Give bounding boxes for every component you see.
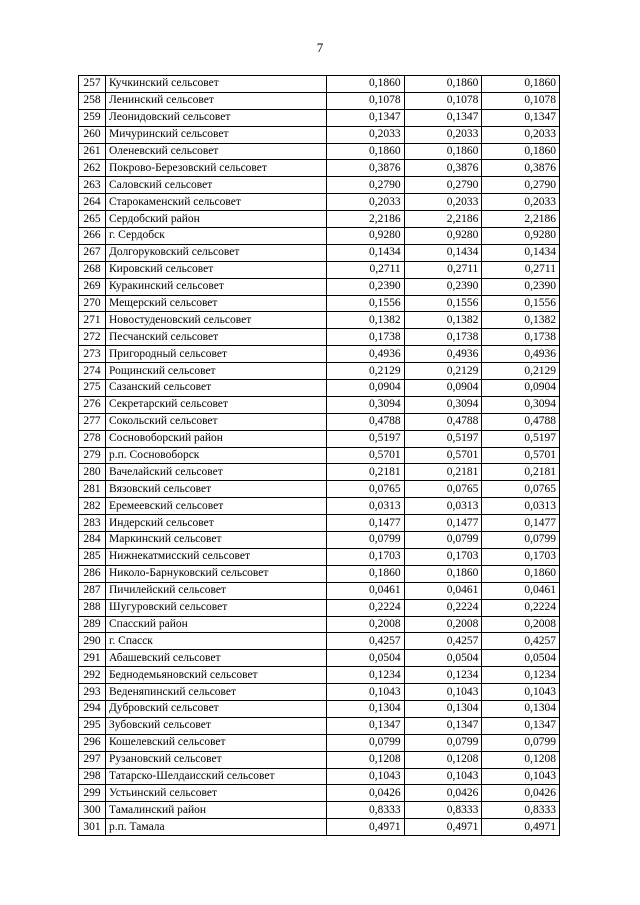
municipality-name-cell: Рощинский сельсовет [106, 363, 327, 380]
value-2-cell: 0,1703 [404, 548, 482, 565]
municipality-name-cell: Пичилейский сельсовет [106, 582, 327, 599]
value-1-cell: 0,1703 [327, 548, 405, 565]
table-row [79, 616, 560, 633]
value-1-cell: 0,0799 [327, 532, 405, 549]
municipality-name-cell: Тамалинский район [106, 802, 327, 819]
municipality-name-cell: Дубровский сельсовет [106, 700, 327, 717]
municipality-name-cell: Покрово-Березовский сельсовет [106, 160, 327, 177]
value-3-cell: 0,1382 [482, 312, 560, 329]
value-3-cell: 0,2224 [482, 599, 560, 616]
value-1-cell: 0,0504 [327, 650, 405, 667]
municipality-name-cell: Кошелевский сельсовет [106, 734, 327, 751]
municipality-name-cell: Пригородный сельсовет [106, 346, 327, 363]
page-number: 7 [316, 40, 324, 55]
row-number-cell: 281 [79, 481, 106, 498]
value-2-cell: 0,1477 [404, 515, 482, 532]
row-number-cell: 262 [79, 160, 106, 177]
value-2-cell: 0,1382 [404, 312, 482, 329]
municipality-name-cell: Татарско-Шелдаисский сельсовет [106, 768, 327, 785]
row-number-cell: 278 [79, 430, 106, 447]
value-1-cell: 0,2008 [327, 616, 405, 633]
value-3-cell: 0,1078 [482, 92, 560, 109]
value-1-cell: 0,0904 [327, 380, 405, 397]
row-number-cell: 298 [79, 768, 106, 785]
value-1-cell: 0,1304 [327, 700, 405, 717]
table-row [79, 143, 560, 160]
value-2-cell: 0,5197 [404, 430, 482, 447]
value-1-cell: 0,2129 [327, 363, 405, 380]
value-1-cell: 0,0313 [327, 498, 405, 515]
value-1-cell: 0,1860 [327, 143, 405, 160]
row-number-cell: 265 [79, 211, 106, 228]
municipality-name-cell: Сокольский сельсовет [106, 413, 327, 430]
table-row [79, 684, 560, 701]
municipality-name-cell: р.п. Тамала [106, 819, 327, 836]
value-2-cell: 0,0765 [404, 481, 482, 498]
value-1-cell: 0,2790 [327, 177, 405, 194]
table-row [79, 532, 560, 549]
value-1-cell: 0,5197 [327, 430, 405, 447]
municipality-name-cell: Шугуровский сельсовет [106, 599, 327, 616]
value-1-cell: 0,1860 [327, 565, 405, 582]
value-2-cell: 0,0504 [404, 650, 482, 667]
value-2-cell: 0,4936 [404, 346, 482, 363]
value-3-cell: 0,0426 [482, 785, 560, 802]
municipality-name-cell: Устьинский сельсовет [106, 785, 327, 802]
value-2-cell: 0,4971 [404, 819, 482, 836]
value-2-cell: 0,1234 [404, 667, 482, 684]
value-3-cell: 0,4936 [482, 346, 560, 363]
value-2-cell: 0,0904 [404, 380, 482, 397]
table-row [79, 700, 560, 717]
table-row [79, 380, 560, 397]
table-row [79, 312, 560, 329]
municipality-name-cell: Старокаменский сельсовет [106, 194, 327, 211]
value-1-cell: 0,9280 [327, 228, 405, 245]
row-number-cell: 291 [79, 650, 106, 667]
value-1-cell: 0,1382 [327, 312, 405, 329]
table-row [79, 329, 560, 346]
value-3-cell: 0,1347 [482, 717, 560, 734]
table-row [79, 244, 560, 261]
value-2-cell: 0,0426 [404, 785, 482, 802]
value-1-cell: 0,1078 [327, 92, 405, 109]
value-3-cell: 0,0313 [482, 498, 560, 515]
municipality-name-cell: Новостуденовский сельсовет [106, 312, 327, 329]
table-row [79, 211, 560, 228]
value-2-cell: 0,1434 [404, 244, 482, 261]
table-row [79, 785, 560, 802]
value-1-cell: 0,1208 [327, 751, 405, 768]
municipality-name-cell: Кировский сельсовет [106, 261, 327, 278]
municipality-name-cell: Кучкинский сельсовет [106, 76, 327, 93]
municipality-name-cell: Сосновоборский район [106, 430, 327, 447]
value-2-cell: 0,3876 [404, 160, 482, 177]
municipality-name-cell: Мичуринский сельсовет [106, 126, 327, 143]
municipality-name-cell: р.п. Сосновоборск [106, 447, 327, 464]
row-number-cell: 287 [79, 582, 106, 599]
municipality-name-cell: Индерский сельсовет [106, 515, 327, 532]
row-number-cell: 276 [79, 396, 106, 413]
table-row [79, 515, 560, 532]
row-number-cell: 282 [79, 498, 106, 515]
row-number-cell: 268 [79, 261, 106, 278]
value-3-cell: 0,2033 [482, 194, 560, 211]
value-1-cell: 0,4936 [327, 346, 405, 363]
row-number-cell: 273 [79, 346, 106, 363]
table-row [79, 126, 560, 143]
value-3-cell: 0,1860 [482, 565, 560, 582]
value-1-cell: 0,2033 [327, 194, 405, 211]
table-row [79, 464, 560, 481]
value-2-cell: 0,2224 [404, 599, 482, 616]
value-2-cell: 0,9280 [404, 228, 482, 245]
value-1-cell: 0,1347 [327, 717, 405, 734]
row-number-cell: 294 [79, 700, 106, 717]
value-3-cell: 0,1703 [482, 548, 560, 565]
value-2-cell: 0,2033 [404, 126, 482, 143]
municipality-name-cell: Маркинский сельсовет [106, 532, 327, 549]
table-row [79, 160, 560, 177]
value-2-cell: 0,2790 [404, 177, 482, 194]
table-row [79, 177, 560, 194]
value-1-cell: 0,3876 [327, 160, 405, 177]
value-3-cell: 0,2390 [482, 278, 560, 295]
municipality-name-cell: Спасский район [106, 616, 327, 633]
table-row [79, 751, 560, 768]
value-2-cell: 0,1043 [404, 684, 482, 701]
value-2-cell: 0,2181 [404, 464, 482, 481]
table-row [79, 413, 560, 430]
value-3-cell: 0,3094 [482, 396, 560, 413]
value-1-cell: 0,1043 [327, 684, 405, 701]
municipality-name-cell: Рузановский сельсовет [106, 751, 327, 768]
value-3-cell: 0,1234 [482, 667, 560, 684]
value-1-cell: 0,1738 [327, 329, 405, 346]
value-1-cell: 2,2186 [327, 211, 405, 228]
table-row [79, 734, 560, 751]
row-number-cell: 257 [79, 76, 106, 93]
table-row [79, 481, 560, 498]
value-3-cell: 0,0461 [482, 582, 560, 599]
table-row [79, 261, 560, 278]
row-number-cell: 296 [79, 734, 106, 751]
value-2-cell: 0,1347 [404, 109, 482, 126]
value-2-cell: 0,4788 [404, 413, 482, 430]
row-number-cell: 295 [79, 717, 106, 734]
table-row [79, 548, 560, 565]
value-2-cell: 0,2008 [404, 616, 482, 633]
table-row [79, 295, 560, 312]
value-1-cell: 0,2181 [327, 464, 405, 481]
row-number-cell: 269 [79, 278, 106, 295]
value-2-cell: 0,1860 [404, 143, 482, 160]
municipality-name-cell: Сердобский район [106, 211, 327, 228]
row-number-cell: 258 [79, 92, 106, 109]
table-row [79, 92, 560, 109]
table-row [79, 650, 560, 667]
value-2-cell: 0,0313 [404, 498, 482, 515]
value-3-cell: 0,2008 [482, 616, 560, 633]
table-row [79, 599, 560, 616]
value-2-cell: 2,2186 [404, 211, 482, 228]
municipality-name-cell: Веденяпинский сельсовет [106, 684, 327, 701]
municipality-name-cell: Мещерский сельсовет [106, 295, 327, 312]
row-number-cell: 260 [79, 126, 106, 143]
row-number-cell: 275 [79, 380, 106, 397]
municipality-name-cell: Зубовский сельсовет [106, 717, 327, 734]
value-3-cell: 0,0765 [482, 481, 560, 498]
row-number-cell: 274 [79, 363, 106, 380]
value-1-cell: 0,2224 [327, 599, 405, 616]
row-number-cell: 301 [79, 819, 106, 836]
row-number-cell: 280 [79, 464, 106, 481]
municipality-name-cell: Нижнекатмисский сельсовет [106, 548, 327, 565]
value-3-cell: 0,0799 [482, 734, 560, 751]
row-number-cell: 289 [79, 616, 106, 633]
table-row [79, 430, 560, 447]
value-1-cell: 0,2711 [327, 261, 405, 278]
value-2-cell: 0,1078 [404, 92, 482, 109]
value-3-cell: 0,1738 [482, 329, 560, 346]
municipality-name-cell: Ленинский сельсовет [106, 92, 327, 109]
value-1-cell: 0,2390 [327, 278, 405, 295]
row-number-cell: 266 [79, 228, 106, 245]
value-1-cell: 0,4971 [327, 819, 405, 836]
value-1-cell: 0,1556 [327, 295, 405, 312]
table-row [79, 768, 560, 785]
table-row [79, 346, 560, 363]
value-2-cell: 0,3094 [404, 396, 482, 413]
value-3-cell: 0,2790 [482, 177, 560, 194]
municipality-name-cell: Песчанский сельсовет [106, 329, 327, 346]
row-number-cell: 286 [79, 565, 106, 582]
value-1-cell: 0,1043 [327, 768, 405, 785]
value-2-cell: 0,5701 [404, 447, 482, 464]
table-body [79, 76, 560, 836]
row-number-cell: 277 [79, 413, 106, 430]
table-row [79, 363, 560, 380]
value-3-cell: 0,2181 [482, 464, 560, 481]
value-3-cell: 0,0799 [482, 532, 560, 549]
value-3-cell: 0,5197 [482, 430, 560, 447]
table-row [79, 667, 560, 684]
value-3-cell: 0,1304 [482, 700, 560, 717]
value-3-cell: 0,1477 [482, 515, 560, 532]
value-2-cell: 0,8333 [404, 802, 482, 819]
value-3-cell: 0,4257 [482, 633, 560, 650]
value-2-cell: 0,1556 [404, 295, 482, 312]
value-1-cell: 0,0461 [327, 582, 405, 599]
value-3-cell: 0,1434 [482, 244, 560, 261]
value-3-cell: 0,1043 [482, 684, 560, 701]
value-2-cell: 0,1043 [404, 768, 482, 785]
value-3-cell: 0,2033 [482, 126, 560, 143]
row-number-cell: 300 [79, 802, 106, 819]
row-number-cell: 299 [79, 785, 106, 802]
table-row [79, 717, 560, 734]
value-2-cell: 0,0461 [404, 582, 482, 599]
value-1-cell: 0,4788 [327, 413, 405, 430]
table-row [79, 228, 560, 245]
row-number-cell: 272 [79, 329, 106, 346]
value-3-cell: 0,1556 [482, 295, 560, 312]
value-3-cell: 0,1043 [482, 768, 560, 785]
value-3-cell: 0,4788 [482, 413, 560, 430]
value-2-cell: 0,1304 [404, 700, 482, 717]
data-table [78, 75, 560, 836]
table-row [79, 819, 560, 836]
row-number-cell: 288 [79, 599, 106, 616]
value-1-cell: 0,0765 [327, 481, 405, 498]
value-2-cell: 0,1738 [404, 329, 482, 346]
value-2-cell: 0,2129 [404, 363, 482, 380]
municipality-name-cell: г. Спасск [106, 633, 327, 650]
value-3-cell: 0,8333 [482, 802, 560, 819]
value-1-cell: 0,0426 [327, 785, 405, 802]
value-3-cell: 0,0504 [482, 650, 560, 667]
value-2-cell: 0,0799 [404, 532, 482, 549]
row-number-cell: 297 [79, 751, 106, 768]
value-1-cell: 0,1234 [327, 667, 405, 684]
row-number-cell: 285 [79, 548, 106, 565]
table-row [79, 565, 560, 582]
value-2-cell: 0,2033 [404, 194, 482, 211]
row-number-cell: 261 [79, 143, 106, 160]
table-row [79, 278, 560, 295]
value-2-cell: 0,4257 [404, 633, 482, 650]
row-number-cell: 267 [79, 244, 106, 261]
row-number-cell: 259 [79, 109, 106, 126]
table-row [79, 498, 560, 515]
municipality-name-cell: Абашевский сельсовет [106, 650, 327, 667]
value-1-cell: 0,8333 [327, 802, 405, 819]
value-1-cell: 0,3094 [327, 396, 405, 413]
value-1-cell: 0,1434 [327, 244, 405, 261]
table-row [79, 109, 560, 126]
row-number-cell: 293 [79, 684, 106, 701]
table-row [79, 633, 560, 650]
municipality-name-cell: Куракинский сельсовет [106, 278, 327, 295]
value-3-cell: 0,0904 [482, 380, 560, 397]
value-3-cell: 0,3876 [482, 160, 560, 177]
value-3-cell: 2,2186 [482, 211, 560, 228]
value-2-cell: 0,1860 [404, 565, 482, 582]
table-row [79, 396, 560, 413]
municipality-name-cell: Беднодемьяновский сельсовет [106, 667, 327, 684]
value-3-cell: 0,5701 [482, 447, 560, 464]
row-number-cell: 279 [79, 447, 106, 464]
value-1-cell: 0,1860 [327, 76, 405, 93]
municipality-name-cell: Долгоруковский сельсовет [106, 244, 327, 261]
row-number-cell: 283 [79, 515, 106, 532]
value-3-cell: 0,9280 [482, 228, 560, 245]
table-row [79, 802, 560, 819]
value-3-cell: 0,1860 [482, 143, 560, 160]
row-number-cell: 271 [79, 312, 106, 329]
row-number-cell: 284 [79, 532, 106, 549]
value-2-cell: 0,1860 [404, 76, 482, 93]
municipality-name-cell: Вязовский сельсовет [106, 481, 327, 498]
value-3-cell: 0,1860 [482, 76, 560, 93]
value-1-cell: 0,1347 [327, 109, 405, 126]
row-number-cell: 264 [79, 194, 106, 211]
municipality-name-cell: Вачелайский сельсовет [106, 464, 327, 481]
municipality-name-cell: Саловский сельсовет [106, 177, 327, 194]
table-row [79, 194, 560, 211]
value-3-cell: 0,4971 [482, 819, 560, 836]
row-number-cell: 290 [79, 633, 106, 650]
municipality-name-cell: Оленевский сельсовет [106, 143, 327, 160]
row-number-cell: 263 [79, 177, 106, 194]
municipality-name-cell: Сазанский сельсовет [106, 380, 327, 397]
table-row [79, 76, 560, 93]
value-1-cell: 0,1477 [327, 515, 405, 532]
value-1-cell: 0,4257 [327, 633, 405, 650]
value-3-cell: 0,1208 [482, 751, 560, 768]
value-2-cell: 0,0799 [404, 734, 482, 751]
value-2-cell: 0,1208 [404, 751, 482, 768]
value-1-cell: 0,2033 [327, 126, 405, 143]
value-3-cell: 0,1347 [482, 109, 560, 126]
value-2-cell: 0,2711 [404, 261, 482, 278]
municipality-name-cell: Леонидовский сельсовет [106, 109, 327, 126]
table-row [79, 447, 560, 464]
value-3-cell: 0,2711 [482, 261, 560, 278]
row-number-cell: 292 [79, 667, 106, 684]
value-1-cell: 0,5701 [327, 447, 405, 464]
value-3-cell: 0,2129 [482, 363, 560, 380]
table-row [79, 582, 560, 599]
value-2-cell: 0,2390 [404, 278, 482, 295]
value-2-cell: 0,1347 [404, 717, 482, 734]
municipality-name-cell: Николо-Барнуковский сельсовет [106, 565, 327, 582]
row-number-cell: 270 [79, 295, 106, 312]
municipality-name-cell: Еремеевский сельсовет [106, 498, 327, 515]
municipality-name-cell: г. Сердобск [106, 228, 327, 245]
municipality-name-cell: Секретарский сельсовет [106, 396, 327, 413]
value-1-cell: 0,0799 [327, 734, 405, 751]
